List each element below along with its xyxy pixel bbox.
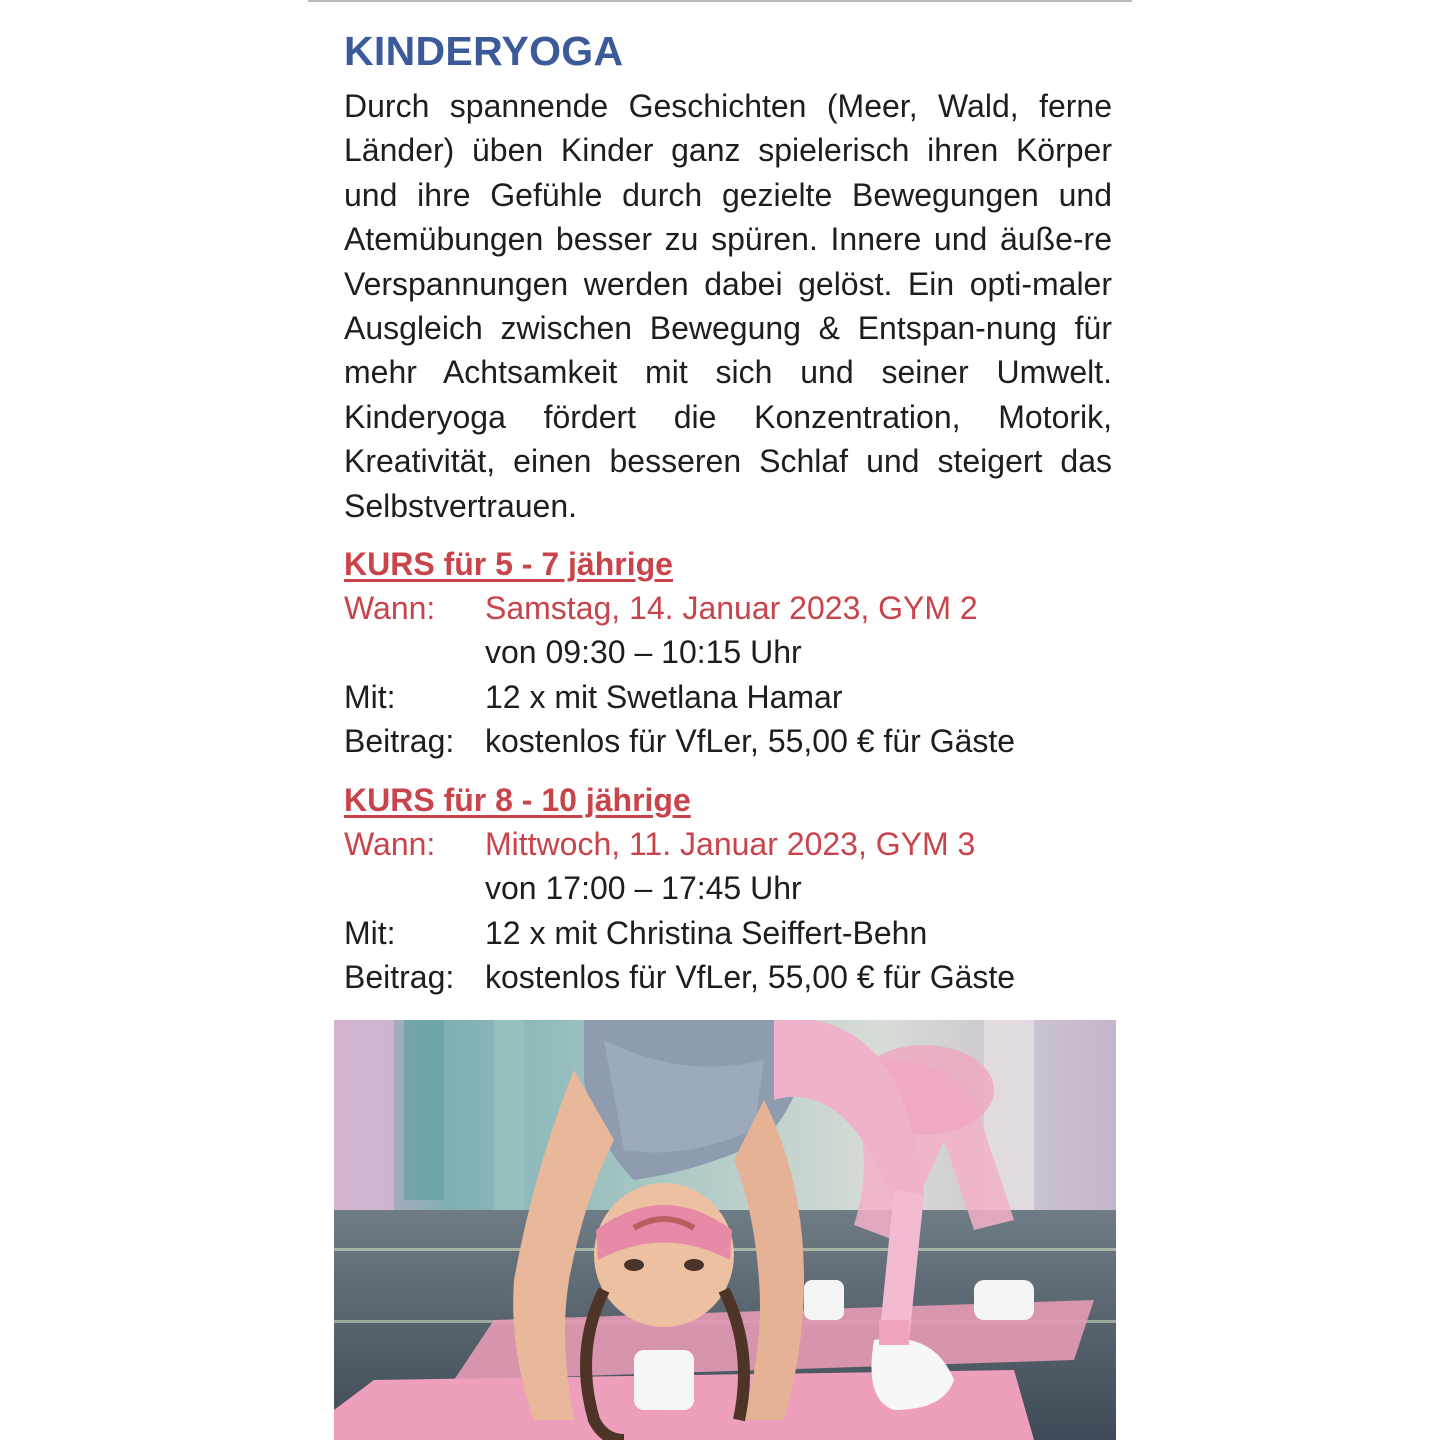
description-line: Länder) üben Kinder ganz spielerisch ihren Körper [344, 132, 1112, 169]
when-date: Mittwoch, 11. Januar 2023, GYM 3 [485, 825, 976, 862]
description-line: Motorik, Kreativität, einen besseren Schlaf und [344, 398, 1113, 480]
with-label: Mit: [344, 678, 396, 715]
course-title: KURS für 8 - 10 jährige [344, 781, 691, 818]
top-divider [308, 0, 1132, 2]
course-fee-row [344, 719, 1112, 763]
description-line: Durch spannende Geschichten (Meer, Wald, ferne [344, 88, 1112, 124]
course-title: KURS für 5 - 7 jährige [344, 546, 673, 583]
course-when-row [344, 586, 1112, 630]
kids-yoga-photo [334, 1020, 1116, 1440]
when-date: Samstag, 14. Januar 2023, GYM 2 [485, 590, 978, 627]
fee-label: Beitrag: [344, 958, 455, 995]
description-line: Atemübungen besser zu spüren. Innere und äuße- [344, 221, 1084, 258]
when-time: von 09:30 – 10:15 Uhr [485, 634, 802, 671]
description [344, 84, 1112, 528]
when-time: von 17:00 – 17:45 Uhr [485, 870, 802, 907]
course-with-row [344, 675, 1112, 719]
with-label: Mit: [344, 914, 396, 951]
flyer-content [344, 24, 1112, 999]
course-time-row [344, 630, 1112, 674]
description-line: Umwelt. Kinderyoga fördert die Konzentration, [344, 354, 1113, 435]
description-line: und ihre Gefühle durch gezielte Bewegungen und [344, 176, 1112, 213]
course-time-row [344, 866, 1112, 910]
when-label: Wann: [344, 825, 436, 862]
with-value: 12 x mit Christina Seiffert-Behn [485, 914, 928, 951]
page-title: KINDERYOGA [344, 28, 624, 74]
fee-value: kostenlos für VfLer, 55,00 € für Gäste [485, 958, 1016, 995]
description-line: nung für mehr Achtsamkeit mit sich und seiner [344, 310, 1113, 391]
with-value: 12 x mit Swetlana Hamar [485, 678, 843, 715]
fee-value: kostenlos für VfLer, 55,00 € für Gäste [485, 723, 1016, 760]
course-fee-row [344, 955, 1112, 999]
description-line: maler Ausgleich zwischen Bewegung & Entspan- [344, 265, 1112, 347]
course-block-5-7 [344, 542, 1112, 764]
description-line: re Verspannungen werden dabei gelöst. Ein opti- [344, 221, 1112, 302]
course-with-row [344, 911, 1112, 955]
when-label: Wann: [344, 590, 436, 627]
course-block-8-10 [344, 778, 1112, 1000]
fee-label: Beitrag: [344, 723, 455, 760]
description-line: steigert das Selbstvertrauen. [344, 443, 1113, 524]
course-when-row [344, 822, 1112, 866]
